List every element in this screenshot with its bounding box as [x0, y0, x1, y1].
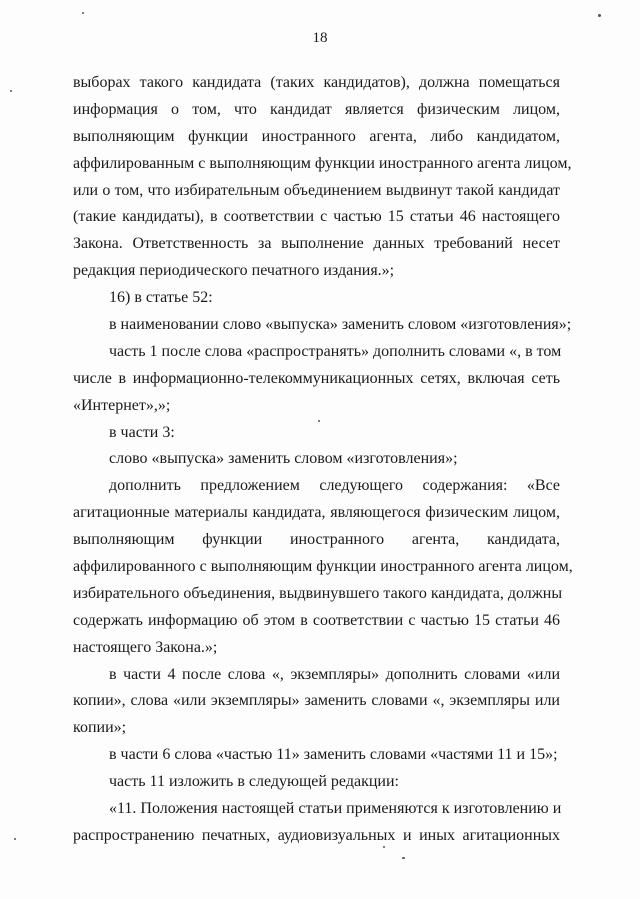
- text-line: в части 6 слова «частью 11» заменить словами «частями 11 и 15»;: [109, 746, 558, 764]
- text-line: в части 3:: [109, 423, 175, 441]
- text-line: числе в информационно-телекоммуникационных сетях, включая сеть: [73, 369, 560, 387]
- scan-speck: [82, 12, 84, 14]
- document-body: [73, 70, 573, 850]
- text-line: копии», слова «или экземпляры» заменить словами «, экземпляры или: [73, 692, 560, 710]
- text-line: выполняющим функции иностранного агента, кандидата,: [73, 531, 560, 549]
- text-line: слово «выпуска» заменить словом «изготовления»;: [109, 450, 458, 468]
- text-line: настоящего Закона.»;: [73, 638, 218, 656]
- text-line: выполняющим функции иностранного агента, либо кандидатом,: [73, 127, 560, 145]
- text-line: редакция периодического печатного издания.»;: [73, 262, 395, 280]
- text-line: дополнить предложением следующего содержания: «Все: [109, 477, 560, 495]
- scan-speck: [402, 857, 405, 859]
- scan-speck: [598, 14, 601, 17]
- text-line: избирательного объединения, выдвинувшего такого кандидата, должны: [73, 584, 563, 602]
- scan-speck: [14, 838, 16, 840]
- text-line: агитационные материалы кандидата, являющегося физическим лицом,: [73, 504, 560, 522]
- page-number: 18: [312, 30, 328, 46]
- text-line: (такие кандидаты), в соответствии с частью 15 статьи 46 настоящего: [73, 208, 560, 226]
- text-line: распространению печатных, аудиовизуальных и иных агитационных: [73, 826, 560, 844]
- text-line: информация о том, что кандидат является физическим лицом,: [73, 100, 560, 118]
- text-line: аффилированного с выполняющим функции иностранного агента лицом,: [73, 558, 573, 576]
- text-line: выборах такого кандидата (таких кандидатов), должна помещаться: [73, 74, 560, 91]
- text-line: в части 4 после слова «, экземпляры» дополнить словами «или: [109, 665, 560, 683]
- scan-speck: [383, 846, 385, 848]
- scan-speck: [318, 420, 320, 422]
- text-line: содержать информацию об этом в соответствии с частью 15 статьи 46: [73, 611, 560, 629]
- text-line: «11. Положения настоящей статьи применяются к изготовлению и: [109, 800, 562, 818]
- text-line: в наименовании слово «выпуска» заменить словом «изготовления»;: [109, 316, 572, 334]
- text-line: или о том, что избирательным объединением выдвинут такой кандидат: [73, 181, 560, 199]
- text-line: копии»;: [73, 719, 127, 737]
- text-line: аффилированным с выполняющим функции иностранного агента лицом,: [73, 154, 572, 172]
- text-line: «Интернет»,»;: [73, 396, 171, 414]
- text-line: часть 11 изложить в следующей редакции:: [109, 773, 399, 791]
- text-line: Закона. Ответственность за выполнение данных требований несет: [73, 235, 560, 253]
- text-line: 16) в статье 52:: [109, 289, 213, 307]
- text-line: часть 1 после слова «распространять» дополнить словами «, в том: [109, 342, 562, 360]
- scan-speck: [10, 90, 12, 92]
